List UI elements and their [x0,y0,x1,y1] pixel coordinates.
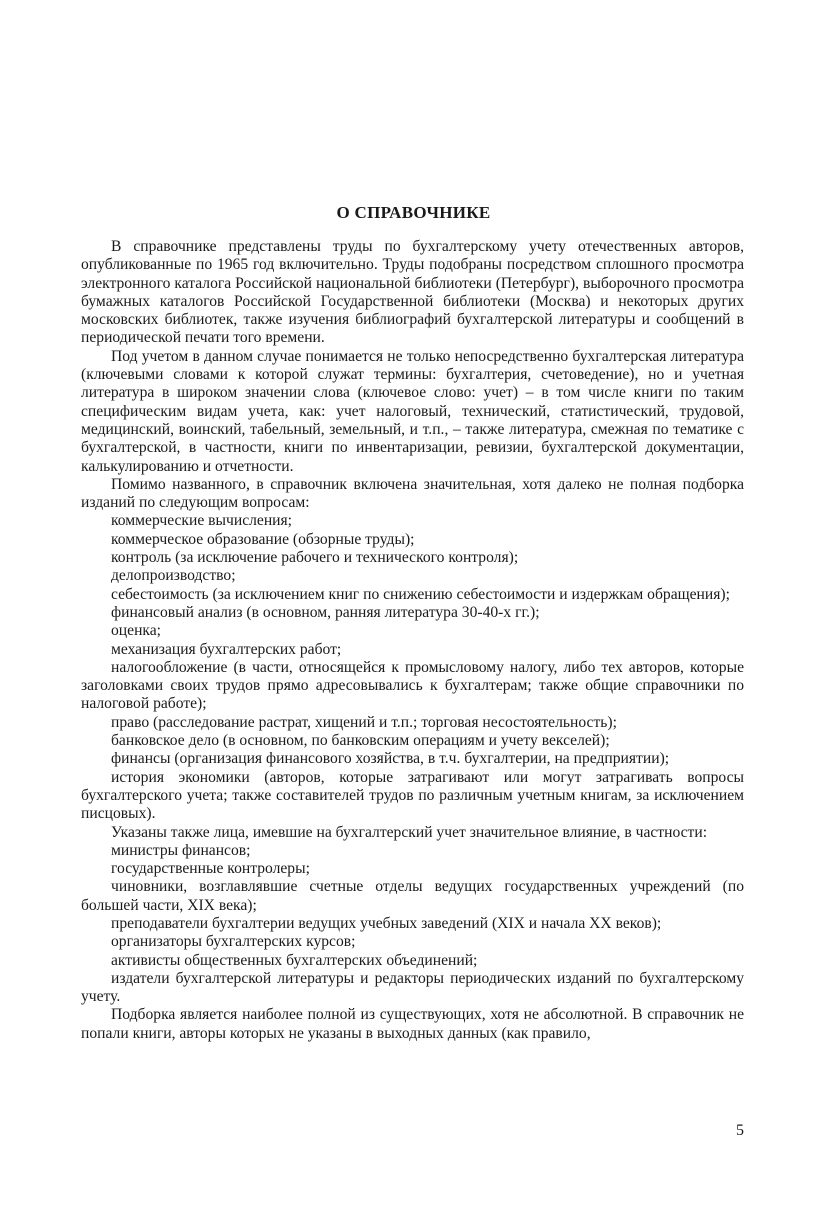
list-item: себестоимость (за исключением книг по снижению себестоимости и издержкам обращения); [111,585,730,603]
paragraph: В справочнике представлены труды по бухгалтерскому учету отечественных авторов, опубликованные по 1965 год включительно. Труды подобраны посредством сплошного просмотра электронного каталога Российской национальной библиотеки (Петербург), выборочного просмотра бумажных каталогов Российской Государственной библиотеки (Москва) и некоторых других московских библиотек, также изучения библиографий бухгалтерской литературы и сообщений в периодической печати того времени. [81,238,744,347]
list-item: издатели бухгалтерской литературы и редакторы периодических изданий по бухгалтерскому учету. [81,969,744,1006]
paragraph: Под учетом в данном случае понимается не только непосредственно бухгалтерская литература (ключевыми словами к которой служат термины: бухгалтерия, счетоведение), но и учетная литература в широком значении слова (ключевое слово: учет) – в том числе книги по таким специфическим видам учета, как: учет налоговый, технический, статистический, трудовой, медицинский, воинский, табельный, земельный, и т.п., – также литература, смежная по тематике с бухгалтерской, в частности, книги по инвентаризации, ревизии, бухгалтерской документации, калькулированию и отчетности. [81,347,744,475]
list-item: оценка; [111,622,162,640]
paragraph: Указаны также лица, имевшие на бухгалтерский учет значительное влияние, в частности: [111,823,708,841]
list-item: история экономики (авторов, которые затрагивают или могут затрагивать вопросы бухгалтерского учета; также составителей трудов по различным учетным книгам, за исключением писцовых). [81,768,744,823]
list-item: финансовый анализ (в основном, ранняя литература 30-40-х гг.); [111,603,540,621]
paragraph: Помимо названного, в справочник включена значительная, хотя далеко не полная подборка изданий по следующим вопросам: [81,475,744,512]
list-item: делопроизводство; [111,567,236,585]
list-item: коммерческое образование (обзорные труды); [111,530,415,548]
body-text [81,238,744,1043]
list-item: контроль (за исключение рабочего и технического контроля); [111,549,519,567]
list-item: право (расследование растрат, хищений и т.п.; торговая несостоятельность); [111,713,617,731]
page-number: 5 [736,1122,744,1139]
list-item: активисты общественных бухгалтерских объединений; [111,951,478,969]
page-title: О СПРАВОЧНИКЕ [336,203,491,222]
paragraph: Подборка является наиболее полной из существующих, хотя не абсолютной. В справочник не попали книги, авторы которых не указаны в выходных данных (как правило, [81,1006,744,1042]
list-item: финансы (организация финансового хозяйства, в т.ч. бухгалтерии, на предприятии); [111,750,670,768]
list-item: министры финансов; [111,841,251,859]
list-item: механизация бухгалтерских работ; [111,640,342,658]
list-item: налогообложение (в части, относящейся к промысловому налогу, либо тех авторов, которые заголовками своих трудов прямо адресовывались к бухгалтерам; также общие справочники по налоговой работе); [81,658,744,713]
list-item: государственные контролеры; [111,860,310,878]
list-item: преподаватели бухгалтерии ведущих учебных заведений (XIX и начала XX веков); [111,914,662,932]
list-item: чиновники, возглавлявшие счетные отделы ведущих государственных учреждений (по большей части, XIX века); [81,878,744,914]
list-item: организаторы бухгалтерских курсов; [111,933,356,951]
list-item: коммерческие вычисления; [111,512,293,530]
list-item: банковское дело (в основном, по банковским операциям и учету векселей); [111,732,610,750]
